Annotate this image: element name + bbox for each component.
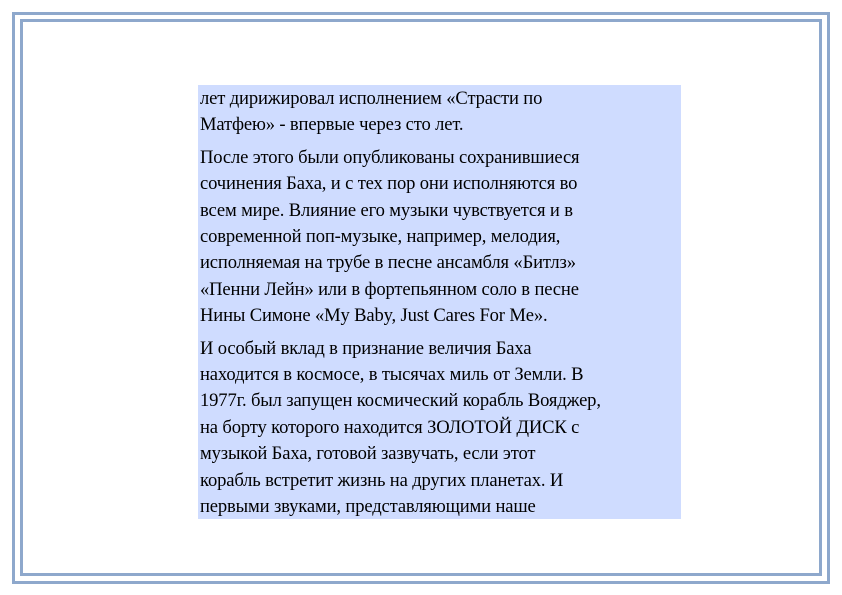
text-line: на борту которого находится ЗОЛОТОЙ ДИСК с bbox=[200, 416, 580, 438]
text-line: Матфею» - впервые через сто лет. bbox=[200, 114, 464, 136]
text-line: первыми звуками, представляющими наше bbox=[200, 496, 536, 518]
text-line: сочинения Баха, и с тех пор они исполняются во bbox=[200, 173, 578, 195]
text-line: современной поп-музыке, например, мелодия, bbox=[200, 226, 561, 248]
text-line: Нины Симоне «My Baby, Just Cares For Me». bbox=[200, 305, 548, 327]
text-line: лет дирижировал исполнением «Страсти по bbox=[200, 88, 543, 109]
text-block bbox=[198, 85, 681, 519]
text-line: И особый вклад в признание величия Баха bbox=[200, 337, 532, 359]
paragraph-2 bbox=[200, 145, 679, 330]
paragraph-1 bbox=[200, 86, 679, 139]
text-line: «Пенни Лейн» или в фортепьянном соло в песне bbox=[200, 278, 579, 300]
text-line: всем мире. Влияние его музыки чувствуется и в bbox=[200, 199, 573, 221]
text-line: музыкой Баха, готовой зазвучать, если этот bbox=[200, 443, 536, 465]
text-line: корабль встретит жизнь на других планетах. И bbox=[200, 469, 564, 491]
text-line: 1977г. был запущен космический корабль Вояджер, bbox=[200, 390, 601, 412]
text-line: находится в космосе, в тысячах миль от Земли. В bbox=[200, 364, 584, 386]
text-line: исполняемая на трубе в песне ансамбля «Битлз» bbox=[200, 252, 576, 274]
text-line: После этого были опубликованы сохранившиеся bbox=[200, 146, 580, 168]
paragraph-3 bbox=[200, 336, 679, 519]
